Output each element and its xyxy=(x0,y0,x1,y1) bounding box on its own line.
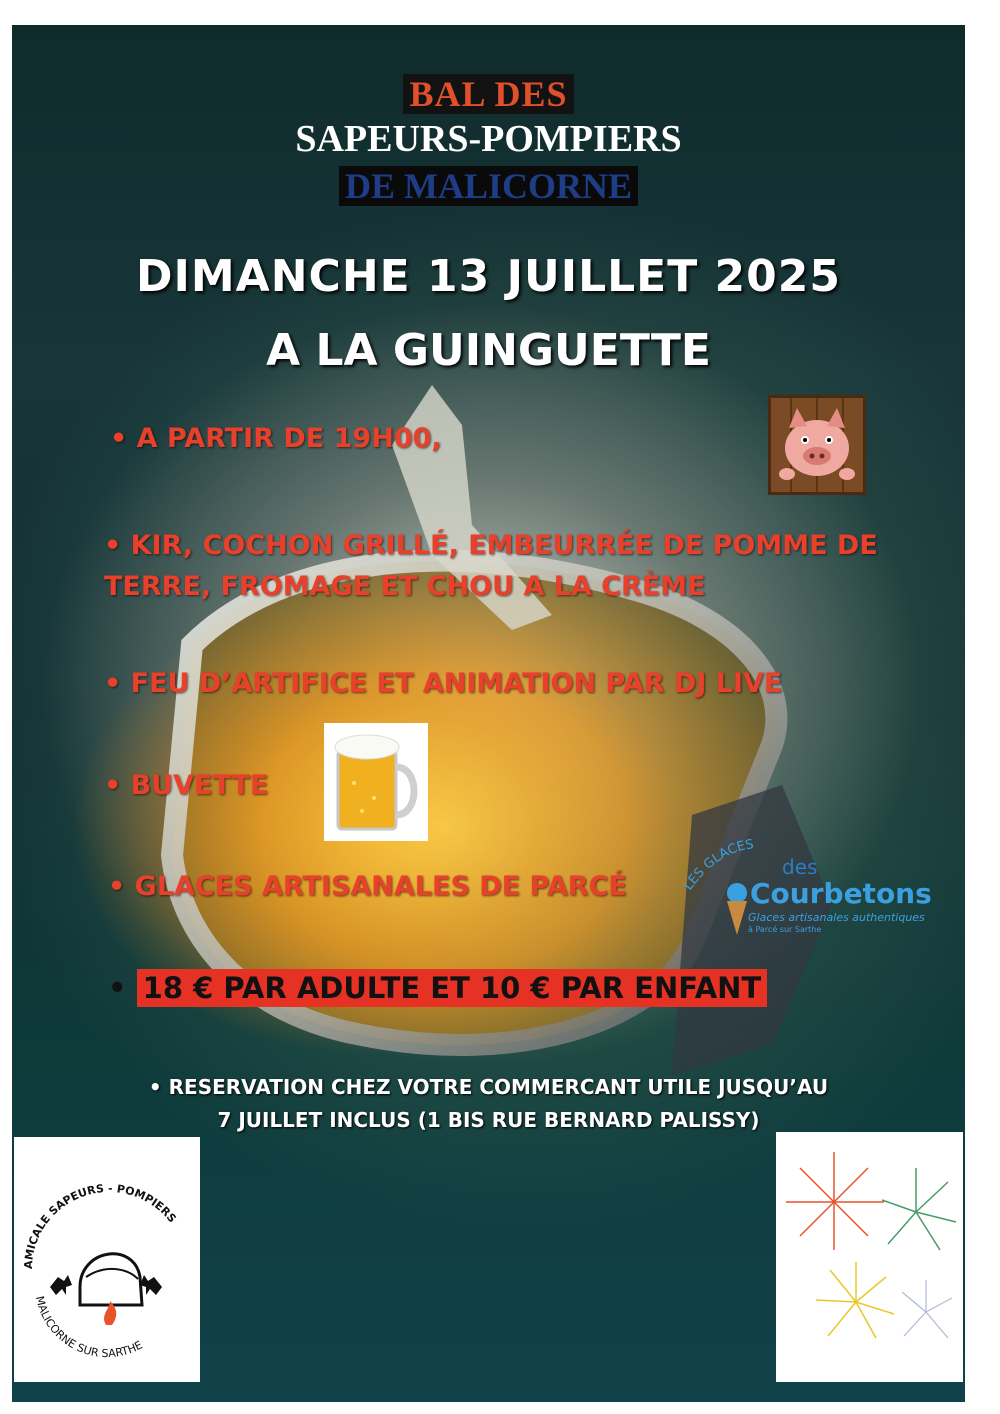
price-text: 18 € PAR ADULTE ET 10 € PAR ENFANT xyxy=(137,969,768,1007)
amicale-top-text: AMICALE SAPEURS - POMPIERS xyxy=(21,1181,179,1270)
item-menu: • KIR, COCHON GRILLÉ, EMBEURRÉE DE POMME DE TERRE, FROMAGE ET CHOU A LA CRÈME xyxy=(104,530,878,602)
reservation-info xyxy=(12,1071,965,1137)
glaces-courbetons-logo xyxy=(680,833,950,943)
horse-icon-left xyxy=(50,1275,72,1295)
helmet-icon xyxy=(80,1254,142,1305)
event-date: DIMANCHE 13 JUILLET 2025 xyxy=(136,251,841,302)
glaces-des: des xyxy=(782,855,818,879)
glaces-place: à Parcé sur Sarthe xyxy=(748,925,822,934)
item-buvette: • BUVETTE xyxy=(104,770,269,801)
beer-mug-icon xyxy=(324,723,428,841)
price-bullet: • xyxy=(108,971,127,1005)
reservation-line-2: 7 JUILLET INCLUS (1 BIS RUE BERNARD PALISSY) xyxy=(217,1108,760,1132)
price-line xyxy=(108,971,767,1005)
firework-burst-yellow xyxy=(816,1262,894,1338)
firework-burst-green xyxy=(882,1168,956,1250)
item-start-time: • A PARTIR DE 19H00, xyxy=(110,423,442,454)
reservation-line-1: • RESERVATION CHEZ VOTRE COMMERCANT UTILE JUSQU’AU xyxy=(148,1075,829,1099)
poster xyxy=(12,25,965,1402)
glaces-tagline: Glaces artisanales authentiques xyxy=(748,911,925,924)
firework-burst-blue xyxy=(902,1280,952,1338)
pig-icon xyxy=(768,395,866,495)
title-line-3: DE MALICORNE xyxy=(12,165,965,207)
firework-burst-red xyxy=(786,1152,884,1250)
ice-cream-icon xyxy=(724,881,750,937)
horse-icon-right xyxy=(140,1275,162,1295)
amicale-bottom-text: MALICORNE SUR SARTHE xyxy=(32,1294,145,1361)
item-glaces: • GLACES ARTISANALES DE PARCÉ xyxy=(108,871,627,902)
amicale-logo xyxy=(14,1137,200,1382)
item-fireworks-dj: • FEU D’ARTIFICE ET ANIMATION PAR DJ LIVE xyxy=(104,668,783,699)
glaces-arc-text: LES GLACES xyxy=(681,837,755,893)
glaces-name: Courbetons xyxy=(750,877,932,910)
title-line-2: SAPEURS-POMPIERS xyxy=(295,118,682,160)
event-venue: A LA GUINGUETTE xyxy=(266,325,711,376)
title-line-1: BAL DES xyxy=(12,73,965,115)
fireworks-image xyxy=(776,1132,963,1382)
